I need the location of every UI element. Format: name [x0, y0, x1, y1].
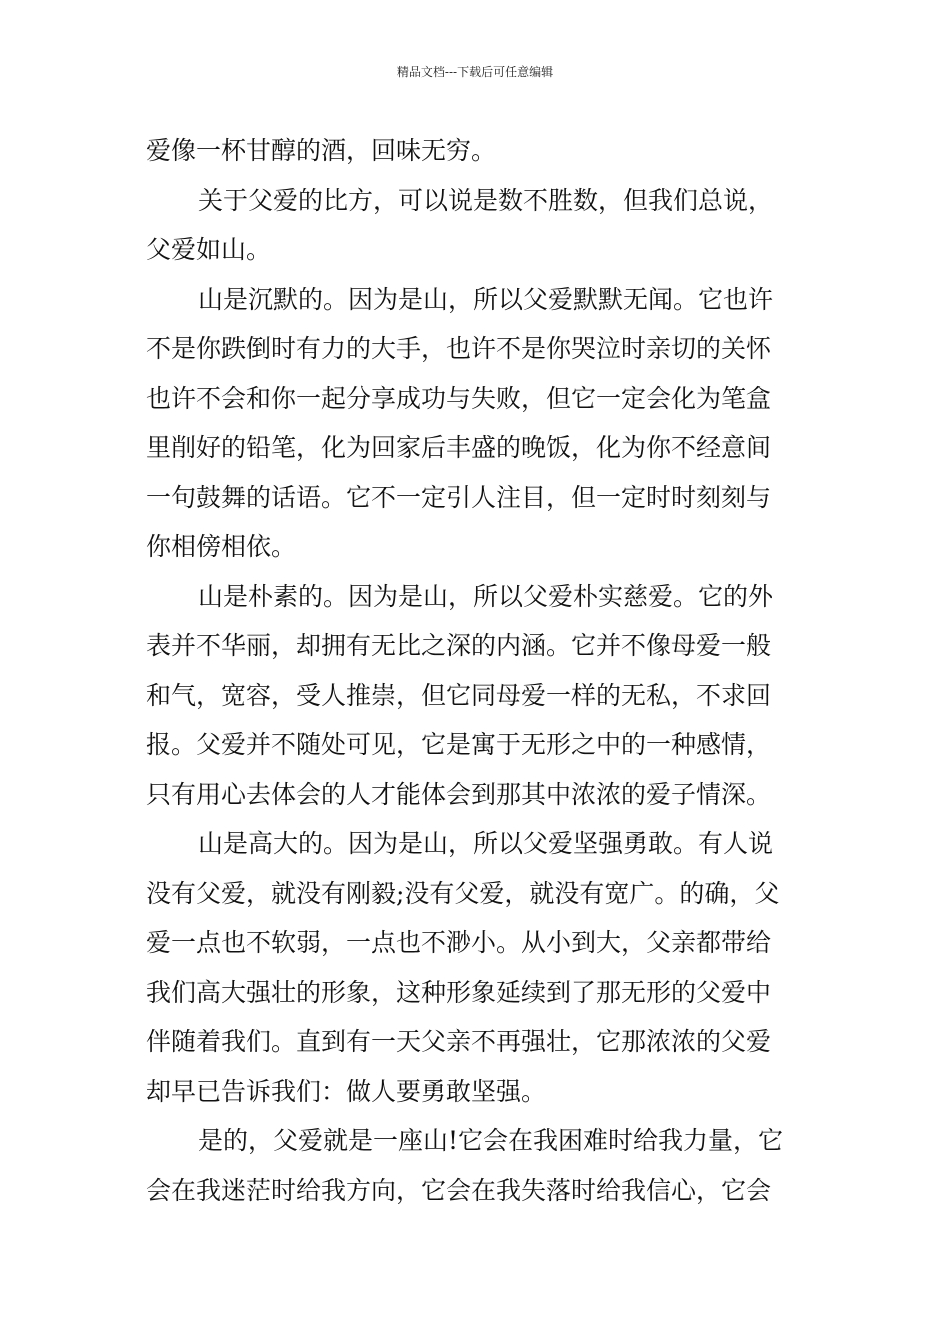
text-line: 山是朴素的。因为是山，所以父爱朴实慈爱。它的外 — [198, 581, 774, 611]
text-line: 只有用心去体会的人才能体会到那其中浓浓的爱子情深。 — [146, 779, 772, 809]
text-line: 会在我迷茫时给我方向，它会在我失落时给我信心，它会 — [146, 1175, 772, 1205]
text-line: 山是沉默的。因为是山，所以父爱默默无闻。它也许 — [198, 284, 774, 314]
text-line: 和气，宽容，受人推崇，但它同母爱一样的无私，不求回 — [146, 680, 772, 710]
text-line: 我们高大强壮的形象，这种形象延续到了那无形的父爱中 — [146, 977, 772, 1007]
text-line: 一句鼓舞的话语。它不一定引人注目，但一定时时刻刻与 — [146, 482, 772, 512]
page-header: 精品文档---下载后可任意编辑 — [396, 65, 554, 79]
document-body — [146, 126, 806, 1215]
text-line: 山是高大的。因为是山，所以父爱坚强勇敢。有人说 — [198, 829, 774, 858]
text-line: 爱像一杯甘醇的酒，回味无穷。 — [146, 136, 497, 165]
text-line: 不是你跌倒时有力的大手，也许不是你哭泣时亲切的关怀 — [146, 334, 772, 363]
text-line: 却早已告诉我们：做人要勇敢坚强。 — [146, 1076, 547, 1106]
text-line: 伴随着我们。直到有一天父亲不再强壮，它那浓浓的父爱 — [146, 1027, 772, 1056]
text-line: 你相傍相依。 — [146, 532, 297, 561]
text-line: 爱一点也不软弱，一点也不渺小。从小到大，父亲都带给 — [146, 928, 772, 957]
text-line: 父爱如山。 — [146, 235, 272, 264]
text-line: 没有父爱，就没有刚毅;没有父爱，就没有宽广。的确，父 — [146, 878, 780, 908]
text-line: 里削好的铅笔，化为回家后丰盛的晚饭，化为你不经意间 — [146, 433, 772, 462]
text-line: 关于父爱的比方，可以说是数不胜数，但我们总说， — [198, 185, 774, 215]
text-line: 报。父爱并不随处可见，它是寓于无形之中的一种感情， — [146, 730, 772, 759]
text-line: 是的，父爱就是一座山!它会在我困难时给我力量，它 — [198, 1126, 784, 1155]
text-line: 也许不会和你一起分享成功与失败，但它一定会化为笔盒 — [146, 383, 772, 413]
text-line: 表并不华丽，却拥有无比之深的内涵。它并不像母爱一般 — [146, 631, 772, 660]
